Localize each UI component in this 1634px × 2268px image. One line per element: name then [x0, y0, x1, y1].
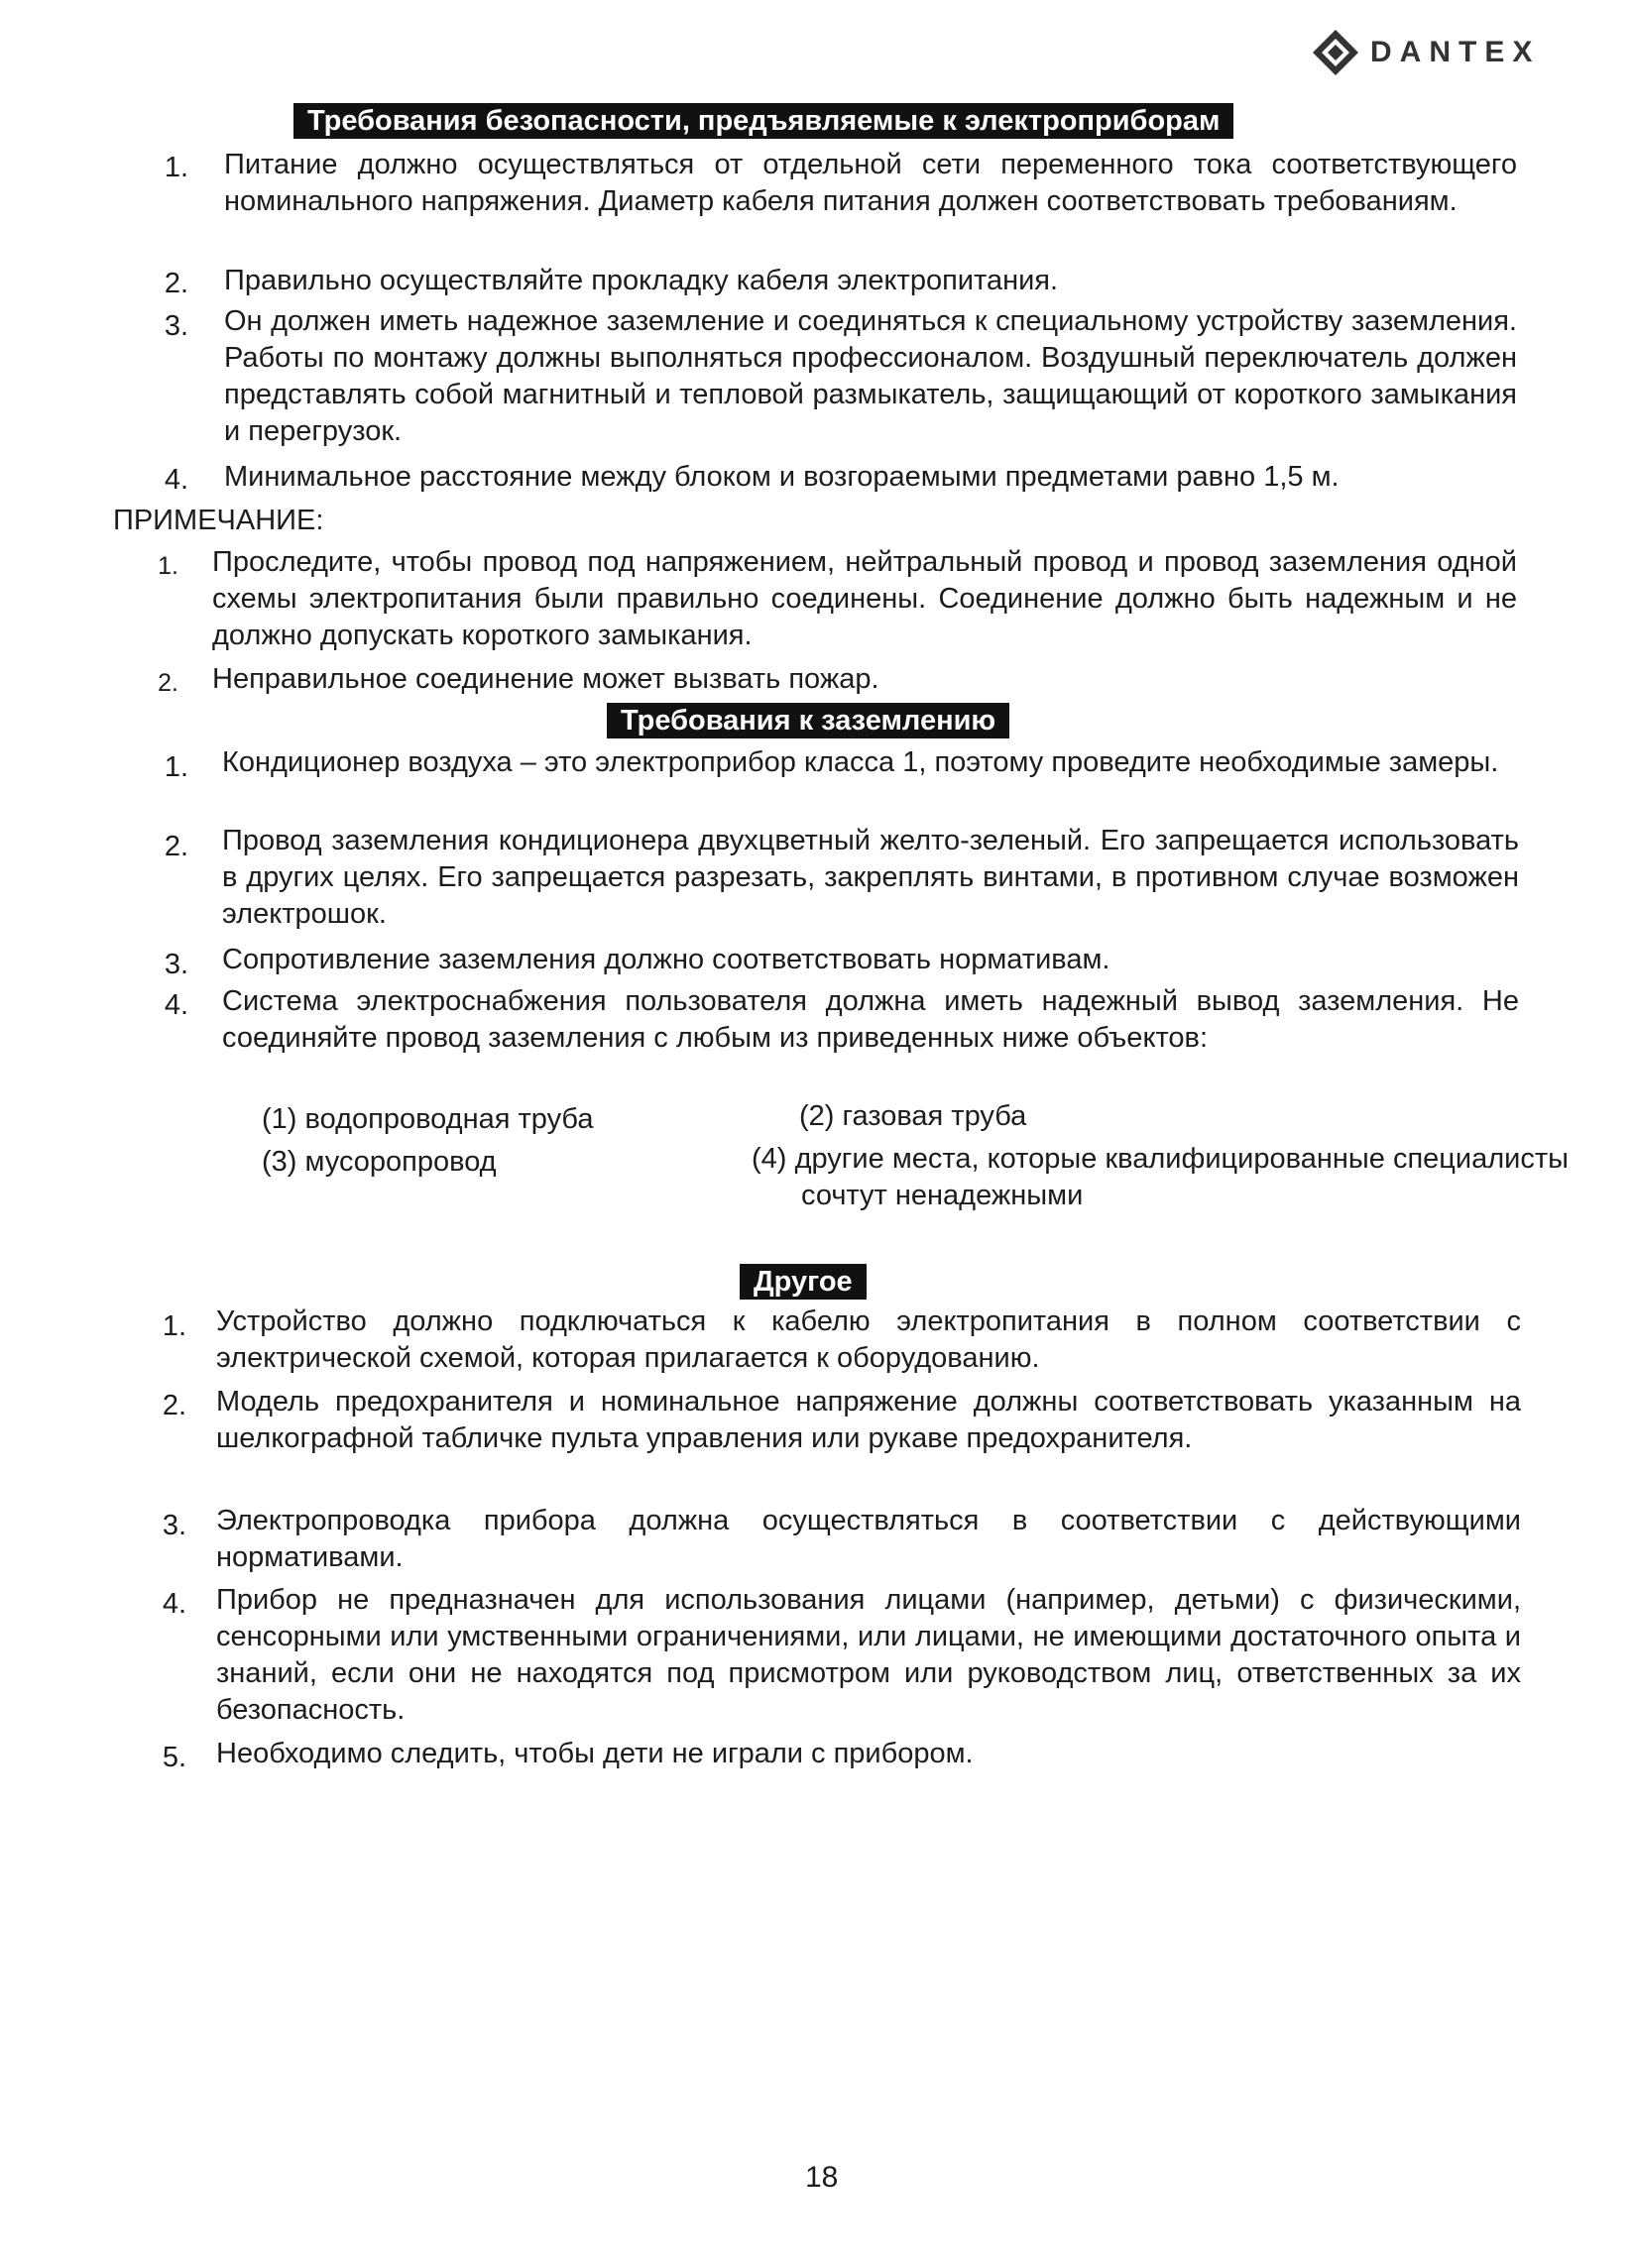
list-item: Он должен иметь надежное заземление и соединяться к специальному устройству заземления. Работы по монтажу должны выполняться профессионалом. Воздушный переключатель должен представлять собой магнитный и тепловой размыкатель, защищающий от короткого замыкания и перегрузок. — [224, 305, 1517, 447]
list-number: 1. — [164, 751, 188, 783]
list-item: Кондиционер воздуха – это электроприбор класса 1, поэтому проведите необходимые замеры. — [222, 746, 1499, 778]
note-label: ПРИМЕЧАНИЕ: — [113, 505, 324, 536]
list-number: 1. — [164, 152, 188, 183]
list-number: 4. — [164, 464, 188, 496]
list-item: Устройство должно подключаться к кабелю электропитания в полном соответствии с электрической схемой, которая прилагается к оборудованию. — [216, 1305, 1521, 1374]
note-item: Неправильное соединение может вызвать пожар. — [212, 663, 879, 695]
section-title-grounding: Требования к заземлению — [607, 703, 1009, 738]
sub-item: (2) газовая труба — [799, 1100, 1027, 1132]
note-item: Проследите, чтобы провод под напряжением, нейтральный провод и провод заземления одной схемы электропитания были правильно соединены. Соединение должно быть надежным и не должно допускать короткого замыкания. — [212, 546, 1517, 651]
brand-logo — [1311, 28, 1540, 77]
sub-item: (1) водопроводная труба — [262, 1103, 594, 1135]
list-item: Провод заземления кондиционера двухцветный желто-зеленый. Его запрещается использовать в других целях. Его запрещается разрезать, закреплять винтами, в противном случае возможен электрошок. — [222, 825, 1519, 930]
section-title-other: Другое — [740, 1264, 867, 1300]
list-number: 2. — [158, 669, 178, 697]
list-number: 4. — [162, 1588, 186, 1620]
list-item: Необходимо следить, чтобы дети не играли с прибором. — [216, 1738, 974, 1769]
list-item: Правильно осуществляйте прокладку кабеля электропитания. — [224, 265, 1059, 296]
list-number: 4. — [164, 989, 188, 1021]
list-item: Модель предохранителя и номинальное напряжение должны соответствовать указанным на шелкографной табличке пульта управления или рукаве предохранителя. — [216, 1386, 1521, 1454]
list-item: Сопротивление заземления должно соответствовать нормативам. — [222, 944, 1110, 975]
list-item: Система электроснабжения пользователя должна иметь надежный вывод заземления. Не соединяйте провод заземления с любым из приведенных ниже объектов: — [222, 985, 1519, 1054]
list-number: 2. — [164, 831, 188, 862]
list-number: 3. — [164, 949, 188, 980]
list-number: 1. — [158, 552, 178, 580]
list-item: Прибор не предназначен для использования лицами (например, детьми) с физическими, сенсорными или умственными ограничениями, или лицами, не имеющими достаточного опыта и знаний, если они не находятся под присмотром или руководством лиц, ответственных за их безопасность. — [216, 1584, 1521, 1726]
sub-item: (3) мусоропровод — [262, 1146, 497, 1178]
brand-name: DANTEX — [1370, 36, 1541, 68]
list-number: 1. — [162, 1310, 186, 1342]
list-item: Минимальное расстояние между блоком и возгораемыми предметами равно 1,5 м. — [224, 461, 1340, 493]
sub-item: (4) другие места, которые квалифицированные специалисты сочтут ненадежными — [752, 1143, 1569, 1211]
section-title-safety: Требования безопасности, предъявляемые к электроприборам — [293, 103, 1233, 139]
list-number: 3. — [164, 310, 188, 342]
list-number: 3. — [162, 1510, 186, 1541]
list-number: 2. — [164, 268, 188, 299]
dantex-diamond-icon — [1311, 28, 1360, 77]
list-number: 2. — [162, 1390, 186, 1421]
list-item: Питание должно осуществляться от отдельной сети переменного тока соответствующего номинального напряжения. Диаметр кабеля питания должен соответствовать требованиям. — [224, 149, 1517, 217]
list-item: Электропроводка прибора должна осуществляться в соответствии с действующими нормативами. — [216, 1505, 1521, 1573]
list-number: 5. — [162, 1742, 186, 1773]
page-number: 18 — [805, 2161, 839, 2194]
